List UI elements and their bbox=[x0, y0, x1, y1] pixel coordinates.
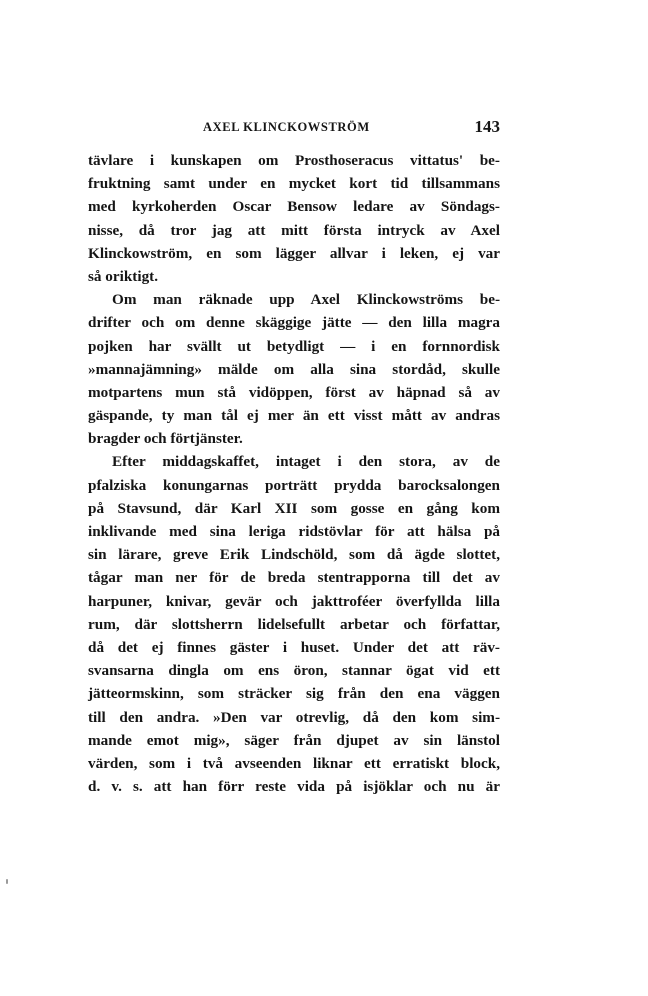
text-line: tävlare i kunskapen om Prosthoseracus vittatus' be- bbox=[88, 152, 500, 169]
text-line: fruktning samt under en mycket kort tid tillsammans bbox=[88, 175, 500, 193]
running-header bbox=[88, 117, 500, 142]
text-line: d. v. s. att han förr reste vida på isjöklar och nu är bbox=[88, 778, 500, 796]
text-line: svansarna dingla om ens öron, stannar ögat vid ett bbox=[88, 662, 500, 680]
body-text bbox=[88, 149, 500, 798]
text-line: värden, som i två avseenden liknar ett erratiskt block, bbox=[88, 754, 500, 772]
text-line: sin lärare, greve Erik Lindschöld, som då ägde slottet, bbox=[88, 546, 500, 564]
running-header-title: AXEL KLINCKOWSTRÖM bbox=[203, 120, 370, 134]
paragraph-start-line: Efter middagskaffet, intaget i den stora, av de bbox=[112, 453, 500, 471]
text-line: inklivande med sina leriga ridstövlar för att hälsa på bbox=[88, 523, 500, 540]
text-line: med kyrkoherden Oscar Bensow ledare av Söndags- bbox=[88, 198, 500, 216]
text-line: pojken har svällt ut betydligt — i en fornnordisk bbox=[88, 337, 500, 355]
text-line: gäspande, ty man tål ej mer än ett visst mått av andras bbox=[88, 407, 500, 425]
text-line: rum, där slottsherrn lidelsefullt arbetar och författar, bbox=[88, 615, 500, 633]
scan-speck bbox=[6, 879, 8, 884]
text-line: så oriktigt. bbox=[88, 267, 159, 285]
text-line: på Stavsund, där Karl XII som gosse en gång kom bbox=[88, 499, 500, 517]
text-line: motpartens mun stå vidöppen, först av häpnad så av bbox=[88, 383, 500, 401]
text-line: jätteormskinn, som sträcker sig från den ena väggen bbox=[88, 685, 500, 703]
paragraph-start-line: Om man räknade upp Axel Klinckowströms be- bbox=[112, 291, 500, 309]
text-line: drifter och om denne skäggige jätte — den lilla magra bbox=[88, 314, 500, 332]
text-line: harpuner, knivar, gevär och jakttroféer överfyllda lilla bbox=[88, 592, 500, 610]
text-line: »mannajämning» mälde om alla sina stordåd, skulle bbox=[88, 360, 500, 378]
text-line: då det ej finnes gäster i huset. Under det att räv- bbox=[88, 638, 500, 656]
text-line: tågar man ner för de breda stentrapporna till det av bbox=[88, 569, 500, 587]
text-line: pfalziska konungarnas porträtt prydda barocksalongen bbox=[88, 476, 500, 494]
text-line: bragder och förtjänster. bbox=[88, 430, 243, 448]
text-line: nisse, då tror jag att mitt första intryck av Axel bbox=[88, 221, 500, 239]
text-line: Klinckowström, en som lägger allvar i leken, ej var bbox=[88, 244, 500, 262]
page-number: 143 bbox=[474, 117, 500, 136]
text-line: mande emot mig», säger från djupet av sin länstol bbox=[88, 731, 500, 749]
text-line: till den andra. »Den var otrevlig, då den kom sim- bbox=[88, 708, 500, 726]
